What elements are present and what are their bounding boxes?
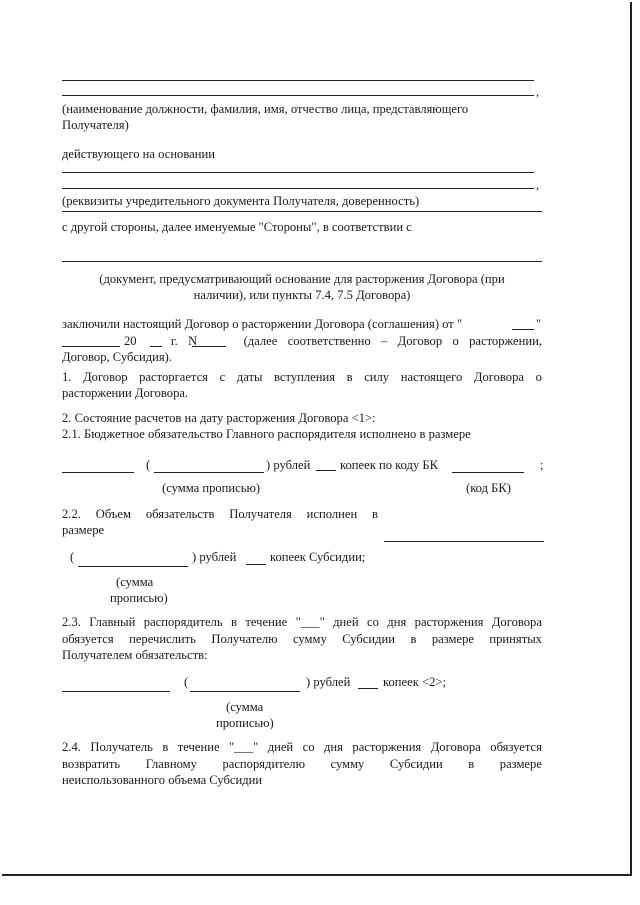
blank-line bbox=[62, 95, 534, 96]
word: сумму bbox=[330, 757, 365, 771]
word: Договора bbox=[430, 740, 481, 754]
word: расторжения bbox=[352, 740, 422, 754]
word: обязательств bbox=[145, 507, 215, 521]
word: со bbox=[367, 615, 379, 629]
word: дня bbox=[387, 615, 407, 629]
point-2-4-line bbox=[62, 739, 542, 756]
rubles-label: ) рублей bbox=[266, 458, 311, 472]
word: "___" bbox=[229, 740, 259, 754]
word: перечислить bbox=[129, 632, 196, 646]
word: в bbox=[410, 632, 417, 646]
basis-hint: (документ, предусматривающий основание для расторжения Договора (при bbox=[99, 272, 505, 286]
kopecks-label: копеек Субсидии; bbox=[270, 550, 366, 564]
point-2-1-text: 2.1. Бюджетное обязательство Главного распорядителя исполнено в размере bbox=[62, 427, 471, 441]
paren: ( bbox=[70, 550, 75, 564]
blank-line bbox=[62, 261, 542, 262]
sum-hint: (сумма прописью) bbox=[162, 481, 261, 495]
sum-hint: (сумма bbox=[116, 575, 154, 589]
kopecks-label: копеек <2>; bbox=[383, 675, 446, 689]
blank-line bbox=[358, 688, 378, 689]
year: 20 bbox=[124, 334, 137, 348]
blank-line bbox=[62, 472, 134, 473]
word: Получателя bbox=[229, 507, 292, 521]
semicolon: ; bbox=[540, 458, 544, 472]
word: в bbox=[346, 370, 353, 384]
concluded-text: Договор, Субсидия). bbox=[62, 350, 173, 364]
blank-line bbox=[62, 211, 542, 212]
word: обязуется bbox=[62, 632, 114, 646]
kopecks-label: копеек по коду БК bbox=[340, 458, 439, 472]
blank-line bbox=[192, 346, 226, 347]
word: расторжения bbox=[414, 615, 484, 629]
word: дня bbox=[324, 740, 343, 754]
paren: ( bbox=[184, 675, 189, 689]
word: исполнен bbox=[306, 507, 358, 521]
point-2-4-text: неиспользованного объема Субсидии bbox=[62, 773, 263, 787]
blank-line bbox=[190, 691, 300, 692]
word: 1. bbox=[62, 370, 72, 384]
word: принятых bbox=[489, 632, 542, 646]
blank-line bbox=[150, 346, 162, 347]
representative-hint: (наименование должности, фамилия, имя, отчество лица, представляющего bbox=[62, 102, 469, 116]
blank-line bbox=[62, 346, 120, 347]
word: со bbox=[302, 740, 315, 754]
word: даты bbox=[236, 370, 263, 384]
bk-code-hint: (код БК) bbox=[466, 481, 511, 495]
word: 2.2. bbox=[62, 507, 81, 521]
point-1-text: расторжении Договора. bbox=[62, 386, 189, 400]
blank-line bbox=[452, 472, 524, 473]
word: N bbox=[188, 334, 198, 348]
word: Договор bbox=[83, 370, 128, 384]
blank-line bbox=[62, 172, 534, 173]
rubles-label: ) рублей bbox=[192, 550, 237, 564]
blank-line bbox=[246, 564, 266, 565]
point-2-3-line bbox=[62, 614, 542, 631]
word: возвратить bbox=[62, 757, 121, 771]
word: в bbox=[162, 740, 169, 754]
word: в bbox=[231, 615, 237, 629]
sum-hint: (сумма bbox=[226, 700, 264, 714]
word: сумму bbox=[292, 632, 327, 646]
word: Главному bbox=[145, 757, 197, 771]
word: Договора bbox=[491, 615, 542, 629]
word: Получателю bbox=[211, 632, 278, 646]
word: дней bbox=[333, 615, 359, 629]
word: расторгается bbox=[139, 370, 208, 384]
blank-line bbox=[316, 470, 336, 471]
word: в bbox=[468, 757, 475, 771]
word: – bbox=[381, 334, 388, 348]
paren: ( bbox=[146, 458, 151, 472]
document-details-hint: (реквизиты учредительного документа Получателя, доверенность) bbox=[62, 194, 420, 208]
word: обязуется bbox=[490, 740, 542, 754]
comma: , bbox=[536, 178, 540, 192]
word: дней bbox=[267, 740, 294, 754]
representative-hint: Получателя) bbox=[62, 118, 129, 132]
concluded-text: " bbox=[536, 317, 542, 331]
word: о bbox=[535, 370, 542, 384]
word: Получатель bbox=[90, 740, 153, 754]
word: расторжении, bbox=[469, 334, 542, 348]
point-2-3-line bbox=[62, 631, 542, 648]
word: "___" bbox=[295, 615, 325, 629]
point-2-3-text: Получателем обязательств: bbox=[62, 648, 208, 662]
word: течение bbox=[245, 615, 288, 629]
word: г. bbox=[170, 334, 178, 348]
word: Главный bbox=[89, 615, 136, 629]
other-side-text: с другой стороны, далее именуемые "Стороны", в соответствии с bbox=[62, 220, 412, 234]
blank-line bbox=[78, 566, 188, 567]
word: Субсидии bbox=[342, 632, 396, 646]
word: (далее bbox=[243, 334, 278, 348]
word: размере bbox=[499, 757, 542, 771]
word: настоящего bbox=[400, 370, 463, 384]
word: о bbox=[452, 334, 459, 348]
word: Субсидии bbox=[389, 757, 443, 771]
word: вступления bbox=[274, 370, 336, 384]
point-2-2-line bbox=[62, 506, 378, 523]
point-2-4-line bbox=[62, 756, 542, 773]
word: распорядителю bbox=[222, 757, 305, 771]
word: течение bbox=[177, 740, 220, 754]
point-2-2-text: размере bbox=[62, 523, 105, 537]
blank-line bbox=[384, 541, 544, 542]
word: размере bbox=[431, 632, 474, 646]
word: распорядитель bbox=[143, 615, 223, 629]
sum-hint: прописью) bbox=[110, 591, 168, 605]
word: соответственно bbox=[287, 334, 371, 348]
blank-line bbox=[62, 691, 170, 692]
acting-on-basis: действующего на основании bbox=[62, 147, 215, 161]
word: силу bbox=[364, 370, 390, 384]
word: Договора bbox=[473, 370, 524, 384]
word: 2.3. bbox=[62, 615, 81, 629]
blank-line bbox=[512, 329, 534, 330]
word: Договор bbox=[397, 334, 443, 348]
blank-line bbox=[62, 188, 534, 189]
point-2-heading: 2. Состояние расчетов на дату расторжения Договора <1>: bbox=[62, 411, 376, 425]
word: 2.4. bbox=[62, 740, 81, 754]
point-1-line bbox=[62, 369, 542, 386]
blank-line bbox=[62, 80, 534, 81]
basis-hint: наличии), или пункты 7.4, 7.5 Договора) bbox=[193, 288, 411, 302]
sum-hint: прописью) bbox=[216, 716, 274, 730]
blank-line bbox=[154, 472, 264, 473]
word: с bbox=[219, 370, 226, 384]
concluded-line bbox=[124, 333, 542, 350]
word: в bbox=[372, 507, 378, 521]
rubles-label: ) рублей bbox=[306, 675, 351, 689]
concluded-text: заключили настоящий Договор о расторжении Договора (соглашения) от " bbox=[62, 317, 463, 331]
word: Объем bbox=[95, 507, 131, 521]
comma: , bbox=[536, 85, 540, 99]
